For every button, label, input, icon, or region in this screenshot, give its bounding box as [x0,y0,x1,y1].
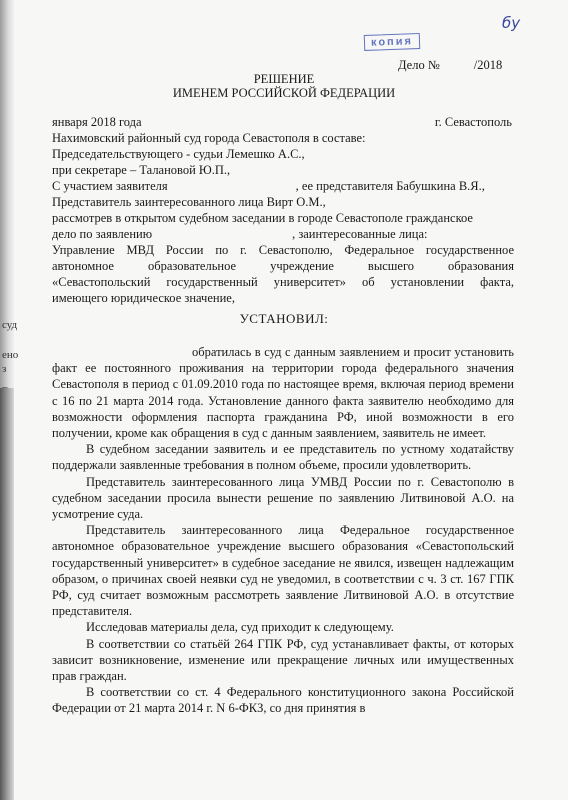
applicant-line [52,178,514,194]
date-city-line [52,115,512,130]
handwritten-page-number: бу [502,14,521,32]
copy-stamp: копия [364,33,420,51]
considering-line: рассмотрев в открытом судебном заседании в городе Севастополе гражданское [52,211,473,225]
paragraph: В соответствии со ст. 4 Федерального конституционного закона Российской Федерации от 21 марта 2014 г. N 6-ФКЗ, со дня принятия в [52,685,514,716]
paragraph: В судебном заседании заявитель и ее представитель по устному ходатайству поддержали заявленные требования в полном объеме, просили удовлетворить. [52,442,514,473]
parties-line: имеющего юридическое значение, [52,291,235,305]
decision-body [52,344,514,717]
paragraph: Представитель заинтересованного лица Федеральное государственное автономное образовательное учреждение высшего образования «Севастопольский государственный университет» в судебное заседание не явился, извещен надлежащим образом, о причинах своей неявки суд не уведомил, в соответствии с ч. 3 ст. 167 ГПК РФ, суд считает возможным рассмотреть заявление Литвиновой А.О. в отсутствие представителя. [52,523,514,619]
decision-city: г. Севастополь [434,115,512,129]
header-line: при секретаре – Талановой Ю.П., [52,163,231,177]
interested-line: Представитель заинтересованного лица Вирт О.М., [52,195,326,209]
applicant-label: С участием заявителя [52,179,168,193]
section-title: УСТАНОВИЛ: [239,311,329,326]
paragraph: Исследовав материалы дела, суд приходит к следующему. [86,620,394,635]
margin-fragment: – [2,381,8,393]
paragraph: обратилась в суд с данным заявлением и просит установить факт ее постоянного проживания на территории города федерального значения Севастополя в период с 01.09.2010 года по настоящее время, включая период времени с 16 по 21 марта 2014 года. Установление данного факта заявителю необходимо для возможности оформления паспорта гражданина РФ, иной возможности в его получении, кроме как обращения в суд с данным заявлением, заявитель не имеет. [52,345,514,441]
paragraph: Представитель заинтересованного лица УМВД России по г. Севастополю в судебном заседании просила вынести решение по заявлению Литвиновой А.О. на усмотрение суда. [52,474,514,522]
parties-line: автономное образовательное учреждение высшего образования [52,259,514,273]
parties-line: Управление МВД России по г. Севастополю, Федеральное государственное [52,243,514,257]
margin-fragment: ено [2,349,19,361]
case-label: дело по заявлению [52,227,153,241]
case-line [52,226,514,242]
margin-fragment: суд [2,319,18,331]
case-number-year: /2018 [473,58,503,72]
parties-line: «Севастопольский государственный университет» об установлении факта, [52,275,514,289]
header-line: Председательствующего - судьи Лемешко А.С., [52,147,305,161]
case-parties-label: , заинтересованные лица: [292,227,428,241]
decision-date: января 2018 года [52,115,142,129]
header-line: Нахимовский районный суд города Севастополя в составе: [52,131,366,145]
applicant-rep: , ее представителя Бабушкина В.Я., [295,179,485,193]
case-number [398,58,502,73]
paragraph: В соответствии со статьёй 264 ГПК РФ, суд устанавливает факты, от которых зависит возникновение, изменение или прекращение личных или имущественных прав граждан. [52,636,514,684]
case-number-label: Дело № [398,58,440,72]
document-subtitle: ИМЕНЕМ РОССИЙСКОЙ ФЕДЕРАЦИИ [172,86,396,100]
document-title: РЕШЕНИЕ [253,72,315,86]
margin-fragment: з [2,363,7,375]
scan-shadow-strip [0,388,14,800]
